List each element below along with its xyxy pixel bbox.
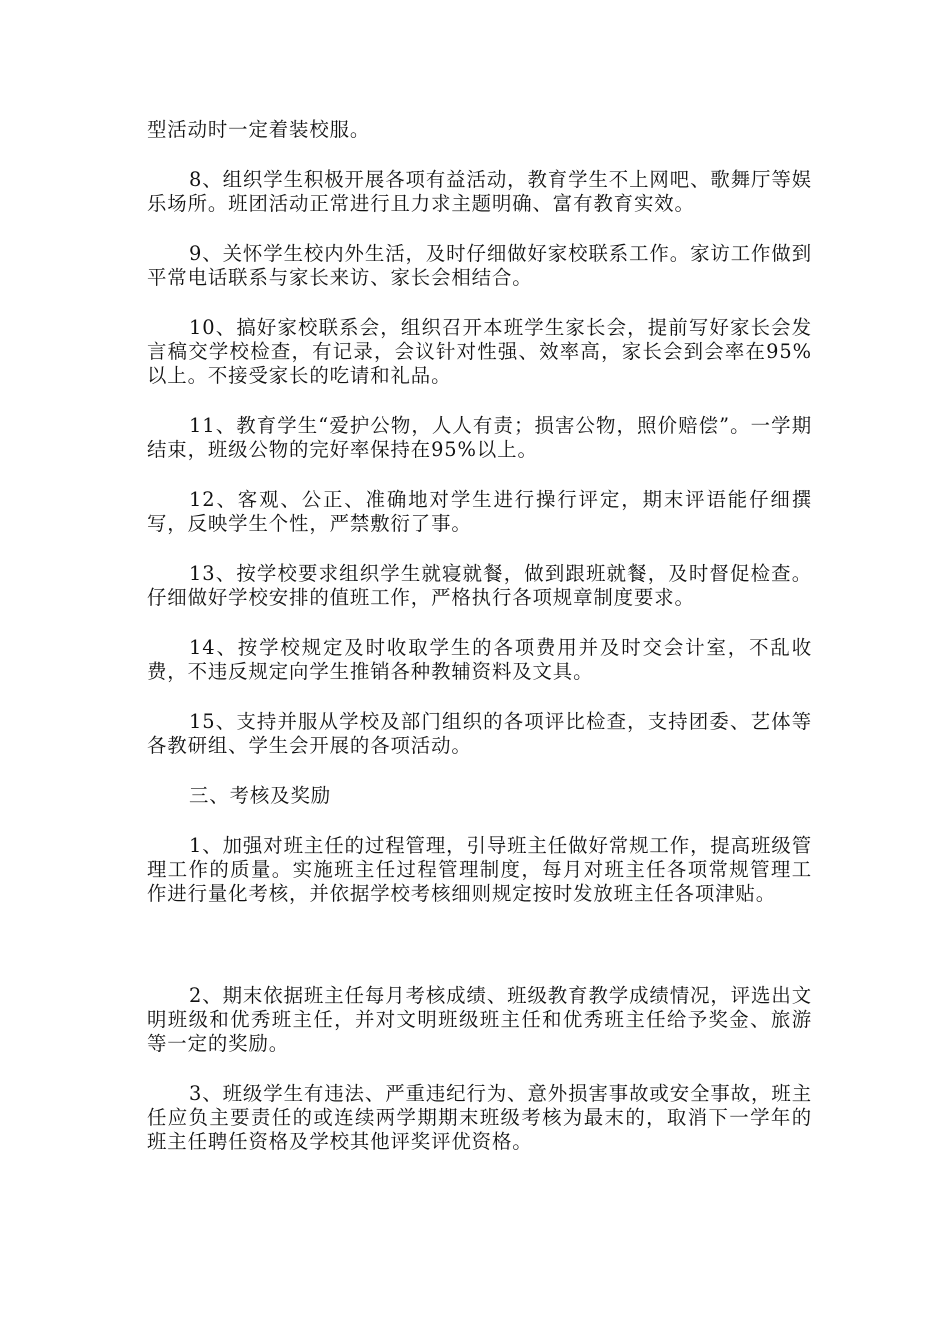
paragraph-item-14: 14、按学校规定及时收取学生的各项费用并及时交会计室，不乱收费，不违反规定向学生推销各种教辅资料及文具。 [147, 636, 812, 683]
paragraph-assessment-3: 3、班级学生有违法、严重违纪行为、意外损害事故或安全事故，班主任应负主要责任的或连续两学期期末班级考核为最末的，取消下一学年的班主任聘任资格及学校其他评奖评优资格。 [147, 1082, 812, 1153]
paragraph-item-10: 10、搞好家校联系会，组织召开本班学生家长会，提前写好家长会发言稿交学校检查，有记录，会议针对性强、效率高，家长会到会率在95%以上。不接受家长的吃请和礼品。 [147, 316, 812, 387]
paragraph-item-9: 9、关怀学生校内外生活，及时仔细做好家校联系工作。家访工作做到平常电话联系与家长来访、家长会相结合。 [147, 242, 812, 289]
document-page [147, 118, 812, 1180]
paragraph-assessment-2: 2、期末依据班主任每月考核成绩、班级教育教学成绩情况，评选出文明班级和优秀班主任，并对文明班级班主任和优秀班主任给予奖金、旅游等一定的奖励。 [147, 984, 812, 1055]
section-heading: 三、考核及奖励 [189, 784, 332, 807]
paragraph-item-15: 15、支持并服从学校及部门组织的各项评比检查，支持团委、艺体等各教研组、学生会开展的各项活动。 [147, 710, 812, 757]
paragraph-item-12: 12、客观、公正、准确地对学生进行操行评定，期末评语能仔细撰写，反映学生个性，严禁敷衍了事。 [147, 488, 812, 535]
paragraph-item-13: 13、按学校要求组织学生就寝就餐，做到跟班就餐，及时督促检查。仔细做好学校安排的值班工作，严格执行各项规章制度要求。 [147, 562, 812, 609]
paragraph-continuation: 型活动时一定着装校服。 [147, 118, 371, 141]
paragraph-item-8: 8、组织学生积极开展各项有益活动，教育学生不上网吧、歌舞厅等娱乐场所。班团活动正常进行且力求主题明确、富有教育实效。 [147, 168, 812, 215]
paragraph-assessment-1: 1、加强对班主任的过程管理，引导班主任做好常规工作，提高班级管理工作的质量。实施班主任过程管理制度，每月对班主任各项常规管理工作进行量化考核，并依据学校考核细则规定按时发放班主任各项津贴。 [147, 834, 812, 905]
paragraph-item-11: 11、教育学生“爱护公物，人人有责；损害公物，照价赔偿”。一学期结束，班级公物的完好率保持在95%以上。 [147, 414, 812, 461]
